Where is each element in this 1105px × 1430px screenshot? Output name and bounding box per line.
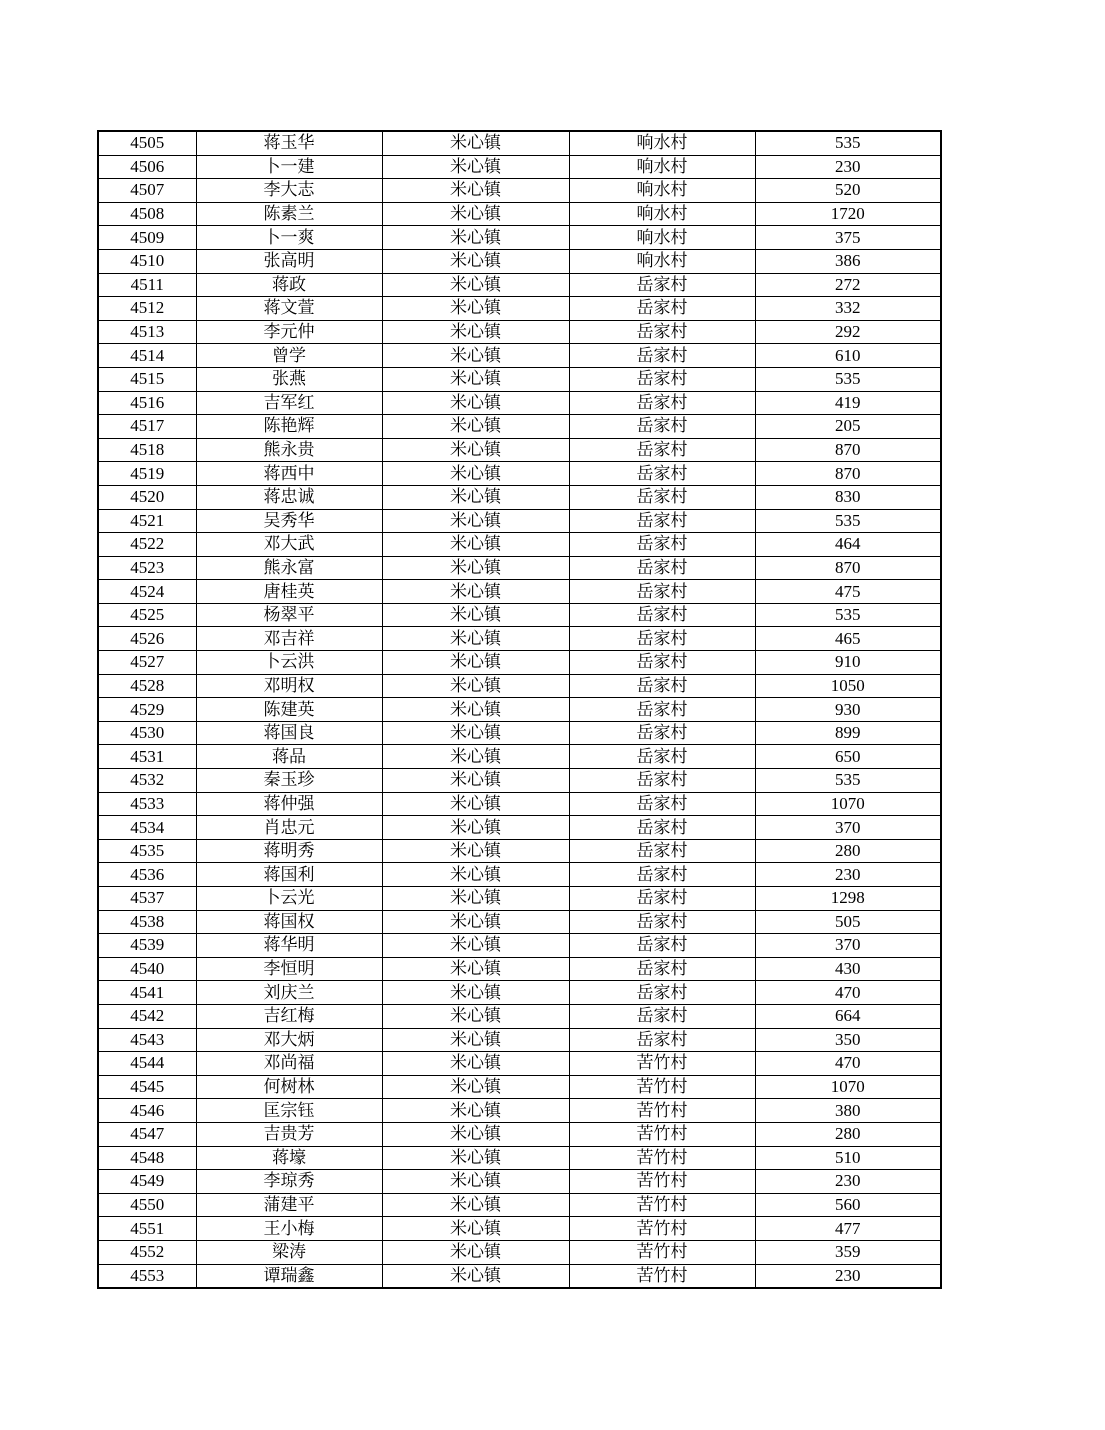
name-cell: 陈建英 bbox=[196, 698, 382, 722]
village-cell: 岳家村 bbox=[569, 533, 755, 557]
village-cell: 响水村 bbox=[569, 131, 755, 155]
record-number-cell: 4543 bbox=[98, 1028, 196, 1052]
table-row bbox=[98, 769, 941, 793]
town-cell: 米心镇 bbox=[382, 155, 569, 179]
table-row bbox=[98, 1170, 941, 1194]
amount-cell: 910 bbox=[755, 651, 941, 675]
town-cell: 米心镇 bbox=[382, 131, 569, 155]
amount-cell: 535 bbox=[755, 603, 941, 627]
town-cell: 米心镇 bbox=[382, 438, 569, 462]
town-cell: 米心镇 bbox=[382, 1099, 569, 1123]
amount-cell: 350 bbox=[755, 1028, 941, 1052]
town-cell: 米心镇 bbox=[382, 202, 569, 226]
amount-cell: 870 bbox=[755, 438, 941, 462]
village-cell: 苦竹村 bbox=[569, 1240, 755, 1264]
amount-cell: 870 bbox=[755, 462, 941, 486]
record-number-cell: 4526 bbox=[98, 627, 196, 651]
table-row bbox=[98, 1264, 941, 1288]
table-row bbox=[98, 1193, 941, 1217]
village-cell: 苦竹村 bbox=[569, 1122, 755, 1146]
record-number-cell: 4545 bbox=[98, 1075, 196, 1099]
table-row bbox=[98, 1075, 941, 1099]
town-cell: 米心镇 bbox=[382, 462, 569, 486]
village-cell: 苦竹村 bbox=[569, 1264, 755, 1288]
table-row bbox=[98, 131, 941, 155]
data-table bbox=[97, 130, 942, 1289]
name-cell: 邓尚福 bbox=[196, 1052, 382, 1076]
town-cell: 米心镇 bbox=[382, 580, 569, 604]
name-cell: 蒋国良 bbox=[196, 721, 382, 745]
table-body bbox=[98, 131, 941, 1288]
table-row bbox=[98, 1240, 941, 1264]
amount-cell: 470 bbox=[755, 1052, 941, 1076]
amount-cell: 610 bbox=[755, 344, 941, 368]
record-number-cell: 4508 bbox=[98, 202, 196, 226]
table-row bbox=[98, 226, 941, 250]
name-cell: 肖忠元 bbox=[196, 816, 382, 840]
town-cell: 米心镇 bbox=[382, 1075, 569, 1099]
record-number-cell: 4537 bbox=[98, 887, 196, 911]
village-cell: 苦竹村 bbox=[569, 1099, 755, 1123]
town-cell: 米心镇 bbox=[382, 320, 569, 344]
village-cell: 岳家村 bbox=[569, 509, 755, 533]
town-cell: 米心镇 bbox=[382, 509, 569, 533]
village-cell: 响水村 bbox=[569, 249, 755, 273]
town-cell: 米心镇 bbox=[382, 957, 569, 981]
town-cell: 米心镇 bbox=[382, 816, 569, 840]
table-row bbox=[98, 533, 941, 557]
name-cell: 蒋品 bbox=[196, 745, 382, 769]
village-cell: 岳家村 bbox=[569, 769, 755, 793]
village-cell: 岳家村 bbox=[569, 1028, 755, 1052]
table-row bbox=[98, 273, 941, 297]
village-cell: 岳家村 bbox=[569, 792, 755, 816]
record-number-cell: 4552 bbox=[98, 1240, 196, 1264]
table-row bbox=[98, 438, 941, 462]
village-cell: 岳家村 bbox=[569, 391, 755, 415]
record-number-cell: 4533 bbox=[98, 792, 196, 816]
table-row bbox=[98, 391, 941, 415]
table-row bbox=[98, 415, 941, 439]
amount-cell: 280 bbox=[755, 1122, 941, 1146]
name-cell: 秦玉珍 bbox=[196, 769, 382, 793]
town-cell: 米心镇 bbox=[382, 745, 569, 769]
record-number-cell: 4513 bbox=[98, 320, 196, 344]
name-cell: 李恒明 bbox=[196, 957, 382, 981]
town-cell: 米心镇 bbox=[382, 981, 569, 1005]
name-cell: 邓大炳 bbox=[196, 1028, 382, 1052]
record-number-cell: 4532 bbox=[98, 769, 196, 793]
record-number-cell: 4505 bbox=[98, 131, 196, 155]
record-number-cell: 4510 bbox=[98, 249, 196, 273]
amount-cell: 386 bbox=[755, 249, 941, 273]
record-number-cell: 4521 bbox=[98, 509, 196, 533]
town-cell: 米心镇 bbox=[382, 273, 569, 297]
town-cell: 米心镇 bbox=[382, 297, 569, 321]
village-cell: 岳家村 bbox=[569, 910, 755, 934]
record-number-cell: 4553 bbox=[98, 1264, 196, 1288]
amount-cell: 475 bbox=[755, 580, 941, 604]
town-cell: 米心镇 bbox=[382, 556, 569, 580]
name-cell: 蒋壕 bbox=[196, 1146, 382, 1170]
name-cell: 熊永贵 bbox=[196, 438, 382, 462]
amount-cell: 520 bbox=[755, 179, 941, 203]
amount-cell: 535 bbox=[755, 509, 941, 533]
amount-cell: 870 bbox=[755, 556, 941, 580]
amount-cell: 1720 bbox=[755, 202, 941, 226]
town-cell: 米心镇 bbox=[382, 651, 569, 675]
record-number-cell: 4531 bbox=[98, 745, 196, 769]
village-cell: 岳家村 bbox=[569, 839, 755, 863]
record-number-cell: 4509 bbox=[98, 226, 196, 250]
town-cell: 米心镇 bbox=[382, 1240, 569, 1264]
town-cell: 米心镇 bbox=[382, 533, 569, 557]
amount-cell: 205 bbox=[755, 415, 941, 439]
table-row bbox=[98, 745, 941, 769]
table-row bbox=[98, 1099, 941, 1123]
table-row bbox=[98, 556, 941, 580]
table-row bbox=[98, 1052, 941, 1076]
village-cell: 岳家村 bbox=[569, 1004, 755, 1028]
town-cell: 米心镇 bbox=[382, 627, 569, 651]
record-number-cell: 4535 bbox=[98, 839, 196, 863]
name-cell: 蒋国权 bbox=[196, 910, 382, 934]
amount-cell: 560 bbox=[755, 1193, 941, 1217]
record-number-cell: 4517 bbox=[98, 415, 196, 439]
amount-cell: 370 bbox=[755, 934, 941, 958]
record-number-cell: 4540 bbox=[98, 957, 196, 981]
record-number-cell: 4548 bbox=[98, 1146, 196, 1170]
village-cell: 岳家村 bbox=[569, 438, 755, 462]
town-cell: 米心镇 bbox=[382, 863, 569, 887]
name-cell: 蒋西中 bbox=[196, 462, 382, 486]
amount-cell: 370 bbox=[755, 816, 941, 840]
village-cell: 岳家村 bbox=[569, 462, 755, 486]
amount-cell: 230 bbox=[755, 155, 941, 179]
town-cell: 米心镇 bbox=[382, 1193, 569, 1217]
amount-cell: 510 bbox=[755, 1146, 941, 1170]
table-row bbox=[98, 1217, 941, 1241]
record-number-cell: 4524 bbox=[98, 580, 196, 604]
town-cell: 米心镇 bbox=[382, 1052, 569, 1076]
amount-cell: 535 bbox=[755, 131, 941, 155]
town-cell: 米心镇 bbox=[382, 226, 569, 250]
town-cell: 米心镇 bbox=[382, 1146, 569, 1170]
table-row bbox=[98, 698, 941, 722]
village-cell: 岳家村 bbox=[569, 721, 755, 745]
name-cell: 李大志 bbox=[196, 179, 382, 203]
table-row bbox=[98, 887, 941, 911]
record-number-cell: 4528 bbox=[98, 674, 196, 698]
record-number-cell: 4511 bbox=[98, 273, 196, 297]
town-cell: 米心镇 bbox=[382, 887, 569, 911]
town-cell: 米心镇 bbox=[382, 1170, 569, 1194]
town-cell: 米心镇 bbox=[382, 1217, 569, 1241]
name-cell: 吉军红 bbox=[196, 391, 382, 415]
amount-cell: 464 bbox=[755, 533, 941, 557]
name-cell: 邓吉祥 bbox=[196, 627, 382, 651]
amount-cell: 1070 bbox=[755, 792, 941, 816]
amount-cell: 230 bbox=[755, 1264, 941, 1288]
village-cell: 岳家村 bbox=[569, 651, 755, 675]
name-cell: 匡宗钰 bbox=[196, 1099, 382, 1123]
village-cell: 岳家村 bbox=[569, 273, 755, 297]
name-cell: 吉红梅 bbox=[196, 1004, 382, 1028]
town-cell: 米心镇 bbox=[382, 1028, 569, 1052]
amount-cell: 230 bbox=[755, 1170, 941, 1194]
record-number-cell: 4534 bbox=[98, 816, 196, 840]
amount-cell: 830 bbox=[755, 485, 941, 509]
name-cell: 梁涛 bbox=[196, 1240, 382, 1264]
village-cell: 岳家村 bbox=[569, 580, 755, 604]
amount-cell: 280 bbox=[755, 839, 941, 863]
town-cell: 米心镇 bbox=[382, 485, 569, 509]
village-cell: 岳家村 bbox=[569, 367, 755, 391]
name-cell: 何树林 bbox=[196, 1075, 382, 1099]
table-row bbox=[98, 1122, 941, 1146]
name-cell: 蒋政 bbox=[196, 273, 382, 297]
name-cell: 陈艳辉 bbox=[196, 415, 382, 439]
village-cell: 岳家村 bbox=[569, 297, 755, 321]
name-cell: 杨翠平 bbox=[196, 603, 382, 627]
record-number-cell: 4512 bbox=[98, 297, 196, 321]
amount-cell: 359 bbox=[755, 1240, 941, 1264]
record-number-cell: 4520 bbox=[98, 485, 196, 509]
name-cell: 李元仲 bbox=[196, 320, 382, 344]
name-cell: 吉贵芳 bbox=[196, 1122, 382, 1146]
amount-cell: 664 bbox=[755, 1004, 941, 1028]
town-cell: 米心镇 bbox=[382, 674, 569, 698]
village-cell: 响水村 bbox=[569, 202, 755, 226]
record-number-cell: 4551 bbox=[98, 1217, 196, 1241]
table-row bbox=[98, 249, 941, 273]
table-row bbox=[98, 957, 941, 981]
village-cell: 岳家村 bbox=[569, 674, 755, 698]
record-number-cell: 4542 bbox=[98, 1004, 196, 1028]
town-cell: 米心镇 bbox=[382, 839, 569, 863]
amount-cell: 419 bbox=[755, 391, 941, 415]
amount-cell: 430 bbox=[755, 957, 941, 981]
record-number-cell: 4519 bbox=[98, 462, 196, 486]
amount-cell: 1298 bbox=[755, 887, 941, 911]
name-cell: 邓大武 bbox=[196, 533, 382, 557]
table-row bbox=[98, 509, 941, 533]
record-number-cell: 4507 bbox=[98, 179, 196, 203]
amount-cell: 465 bbox=[755, 627, 941, 651]
name-cell: 谭瑞鑫 bbox=[196, 1264, 382, 1288]
village-cell: 岳家村 bbox=[569, 698, 755, 722]
village-cell: 岳家村 bbox=[569, 816, 755, 840]
table-row bbox=[98, 202, 941, 226]
village-cell: 岳家村 bbox=[569, 485, 755, 509]
name-cell: 蒋明秀 bbox=[196, 839, 382, 863]
amount-cell: 470 bbox=[755, 981, 941, 1005]
village-cell: 岳家村 bbox=[569, 957, 755, 981]
amount-cell: 930 bbox=[755, 698, 941, 722]
name-cell: 蒋文萱 bbox=[196, 297, 382, 321]
name-cell: 吴秀华 bbox=[196, 509, 382, 533]
village-cell: 苦竹村 bbox=[569, 1217, 755, 1241]
table-row bbox=[98, 863, 941, 887]
village-cell: 苦竹村 bbox=[569, 1052, 755, 1076]
town-cell: 米心镇 bbox=[382, 721, 569, 745]
table-row bbox=[98, 910, 941, 934]
town-cell: 米心镇 bbox=[382, 603, 569, 627]
name-cell: 卜云光 bbox=[196, 887, 382, 911]
table-row bbox=[98, 1004, 941, 1028]
amount-cell: 230 bbox=[755, 863, 941, 887]
name-cell: 卜一建 bbox=[196, 155, 382, 179]
table-row bbox=[98, 485, 941, 509]
town-cell: 米心镇 bbox=[382, 415, 569, 439]
record-number-cell: 4550 bbox=[98, 1193, 196, 1217]
village-cell: 岳家村 bbox=[569, 981, 755, 1005]
table-row bbox=[98, 179, 941, 203]
record-number-cell: 4530 bbox=[98, 721, 196, 745]
village-cell: 响水村 bbox=[569, 155, 755, 179]
name-cell: 蒋仲强 bbox=[196, 792, 382, 816]
amount-cell: 535 bbox=[755, 367, 941, 391]
name-cell: 张燕 bbox=[196, 367, 382, 391]
table-row bbox=[98, 297, 941, 321]
village-cell: 苦竹村 bbox=[569, 1075, 755, 1099]
town-cell: 米心镇 bbox=[382, 344, 569, 368]
name-cell: 蒋忠诚 bbox=[196, 485, 382, 509]
amount-cell: 332 bbox=[755, 297, 941, 321]
village-cell: 岳家村 bbox=[569, 603, 755, 627]
record-number-cell: 4547 bbox=[98, 1122, 196, 1146]
record-number-cell: 4541 bbox=[98, 981, 196, 1005]
table-row bbox=[98, 1028, 941, 1052]
amount-cell: 1050 bbox=[755, 674, 941, 698]
record-number-cell: 4549 bbox=[98, 1170, 196, 1194]
town-cell: 米心镇 bbox=[382, 1122, 569, 1146]
town-cell: 米心镇 bbox=[382, 698, 569, 722]
table-row bbox=[98, 320, 941, 344]
town-cell: 米心镇 bbox=[382, 769, 569, 793]
town-cell: 米心镇 bbox=[382, 179, 569, 203]
village-cell: 岳家村 bbox=[569, 344, 755, 368]
amount-cell: 650 bbox=[755, 745, 941, 769]
record-number-cell: 4525 bbox=[98, 603, 196, 627]
village-cell: 岳家村 bbox=[569, 415, 755, 439]
record-number-cell: 4544 bbox=[98, 1052, 196, 1076]
amount-cell: 505 bbox=[755, 910, 941, 934]
town-cell: 米心镇 bbox=[382, 934, 569, 958]
record-number-cell: 4538 bbox=[98, 910, 196, 934]
name-cell: 熊永富 bbox=[196, 556, 382, 580]
record-number-cell: 4523 bbox=[98, 556, 196, 580]
name-cell: 曾学 bbox=[196, 344, 382, 368]
amount-cell: 375 bbox=[755, 226, 941, 250]
village-cell: 苦竹村 bbox=[569, 1146, 755, 1170]
amount-cell: 899 bbox=[755, 721, 941, 745]
record-number-cell: 4529 bbox=[98, 698, 196, 722]
village-cell: 岳家村 bbox=[569, 745, 755, 769]
record-number-cell: 4515 bbox=[98, 367, 196, 391]
record-number-cell: 4527 bbox=[98, 651, 196, 675]
name-cell: 王小梅 bbox=[196, 1217, 382, 1241]
town-cell: 米心镇 bbox=[382, 910, 569, 934]
name-cell: 蒋华明 bbox=[196, 934, 382, 958]
name-cell: 蒋玉华 bbox=[196, 131, 382, 155]
table-row bbox=[98, 603, 941, 627]
town-cell: 米心镇 bbox=[382, 249, 569, 273]
table-row bbox=[98, 721, 941, 745]
name-cell: 蒋国利 bbox=[196, 863, 382, 887]
amount-cell: 272 bbox=[755, 273, 941, 297]
table-row bbox=[98, 367, 941, 391]
table-row bbox=[98, 674, 941, 698]
record-number-cell: 4506 bbox=[98, 155, 196, 179]
amount-cell: 1070 bbox=[755, 1075, 941, 1099]
table-row bbox=[98, 627, 941, 651]
record-number-cell: 4518 bbox=[98, 438, 196, 462]
table-row bbox=[98, 792, 941, 816]
name-cell: 张高明 bbox=[196, 249, 382, 273]
town-cell: 米心镇 bbox=[382, 391, 569, 415]
village-cell: 岳家村 bbox=[569, 863, 755, 887]
record-number-cell: 4522 bbox=[98, 533, 196, 557]
record-number-cell: 4539 bbox=[98, 934, 196, 958]
name-cell: 李琼秀 bbox=[196, 1170, 382, 1194]
name-cell: 卜云洪 bbox=[196, 651, 382, 675]
table-row bbox=[98, 580, 941, 604]
record-number-cell: 4514 bbox=[98, 344, 196, 368]
amount-cell: 292 bbox=[755, 320, 941, 344]
town-cell: 米心镇 bbox=[382, 367, 569, 391]
record-number-cell: 4536 bbox=[98, 863, 196, 887]
table-row bbox=[98, 1146, 941, 1170]
name-cell: 唐桂英 bbox=[196, 580, 382, 604]
name-cell: 卜一爽 bbox=[196, 226, 382, 250]
table-row bbox=[98, 155, 941, 179]
name-cell: 蒲建平 bbox=[196, 1193, 382, 1217]
amount-cell: 380 bbox=[755, 1099, 941, 1123]
village-cell: 苦竹村 bbox=[569, 1170, 755, 1194]
record-number-cell: 4516 bbox=[98, 391, 196, 415]
village-cell: 响水村 bbox=[569, 226, 755, 250]
table-row bbox=[98, 934, 941, 958]
table-row bbox=[98, 462, 941, 486]
village-cell: 岳家村 bbox=[569, 627, 755, 651]
record-number-cell: 4546 bbox=[98, 1099, 196, 1123]
village-cell: 响水村 bbox=[569, 179, 755, 203]
amount-cell: 477 bbox=[755, 1217, 941, 1241]
village-cell: 苦竹村 bbox=[569, 1193, 755, 1217]
name-cell: 刘庆兰 bbox=[196, 981, 382, 1005]
table-row bbox=[98, 839, 941, 863]
table-row bbox=[98, 981, 941, 1005]
village-cell: 岳家村 bbox=[569, 556, 755, 580]
table-row bbox=[98, 651, 941, 675]
table-row bbox=[98, 816, 941, 840]
town-cell: 米心镇 bbox=[382, 1004, 569, 1028]
town-cell: 米心镇 bbox=[382, 1264, 569, 1288]
village-cell: 岳家村 bbox=[569, 887, 755, 911]
name-cell: 陈素兰 bbox=[196, 202, 382, 226]
town-cell: 米心镇 bbox=[382, 792, 569, 816]
amount-cell: 535 bbox=[755, 769, 941, 793]
village-cell: 岳家村 bbox=[569, 934, 755, 958]
table-row bbox=[98, 344, 941, 368]
name-cell: 邓明权 bbox=[196, 674, 382, 698]
village-cell: 岳家村 bbox=[569, 320, 755, 344]
